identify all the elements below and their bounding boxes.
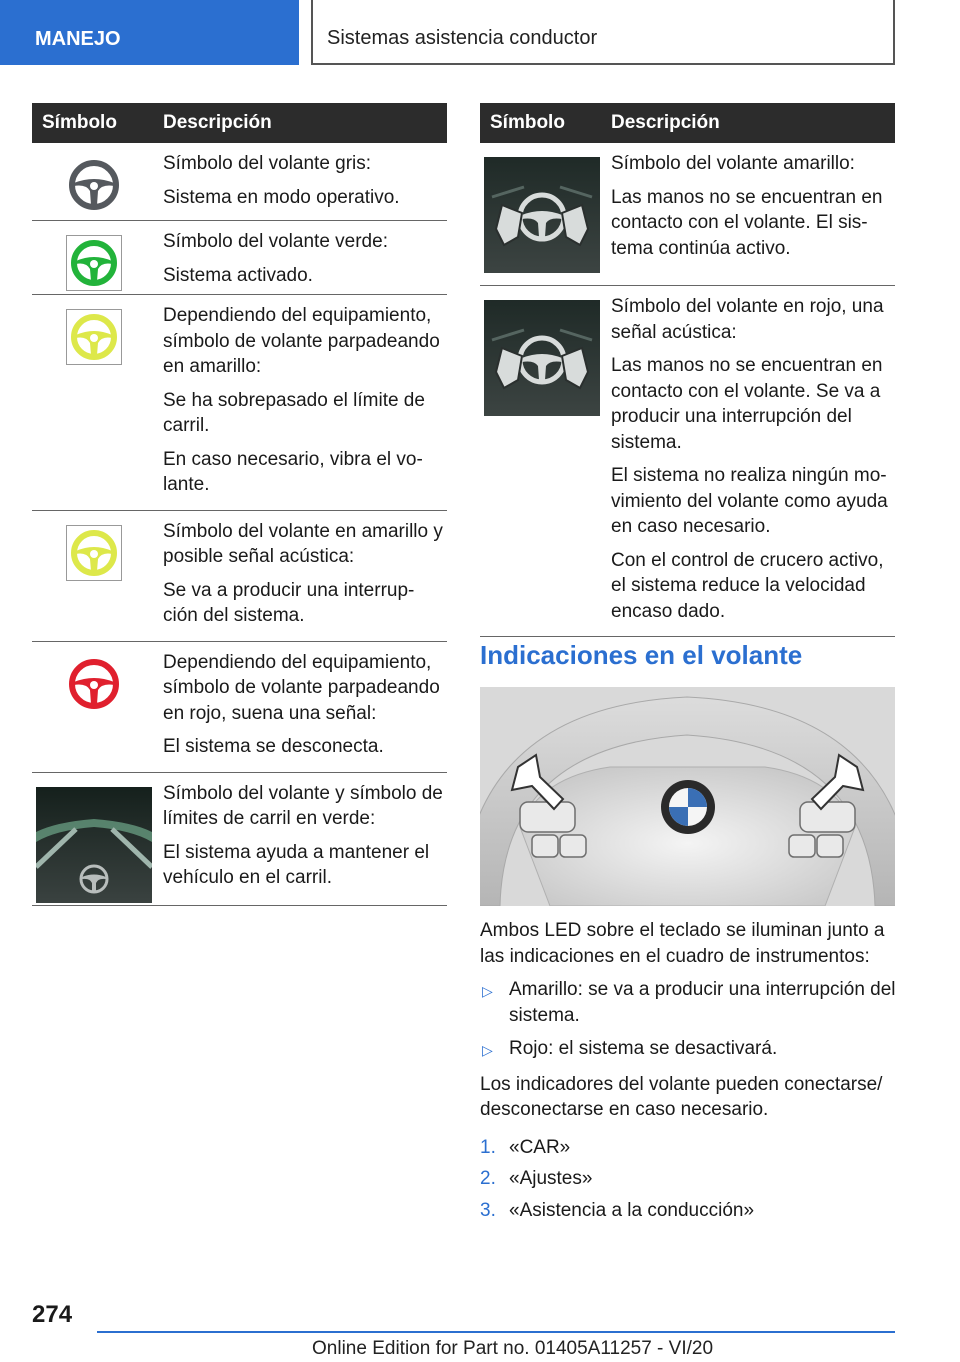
- table-row: [32, 221, 447, 295]
- steering-wheel-yellow-icon: [66, 525, 122, 581]
- symbol-table-left: [32, 103, 447, 906]
- row-text: El sistema ayuda a mantener el vehículo en el carril.: [163, 841, 430, 888]
- edition-note: Online Edition for Part no. 01405A11257 - VI/20: [312, 1338, 714, 1359]
- col-description-header: Descripción: [611, 112, 720, 133]
- steering-wheel-gray-icon: [64, 155, 124, 215]
- symbol-table-right: [480, 103, 895, 637]
- table-row: [480, 143, 895, 286]
- steering-wheel-photo: [480, 687, 895, 906]
- row-text: Sistema activado.: [163, 264, 313, 286]
- led-list: [480, 977, 900, 1062]
- footer-divider: [97, 1331, 895, 1333]
- row-text: Símbolo del volante gris:: [163, 153, 372, 174]
- steering-wheel-green-icon: [66, 235, 122, 291]
- row-text: Se va a producir una interrup- ción del sistema.: [163, 579, 415, 626]
- col-symbol-header: Símbolo: [490, 112, 565, 133]
- row-text: Dependiendo del equipamiento, símbolo de volante parpadeando en amarillo:: [163, 305, 440, 377]
- section-heading: Indicaciones en el volante: [480, 640, 803, 670]
- hands-off-wheel-yellow-icon: [484, 157, 600, 273]
- col-description-header: Descripción: [163, 112, 272, 133]
- triangle-bullet-icon: ▷: [482, 1042, 493, 1058]
- row-text: Símbolo del volante verde:: [163, 231, 388, 252]
- list-item: 3. «Asistencia a la conducción»: [480, 1199, 755, 1221]
- intro-text: Ambos LED sobre el teclado se iluminan junto a las indicaciones en el cuadro de instrumentos:: [480, 920, 885, 967]
- row-text: Sistema en modo operativo.: [163, 186, 400, 208]
- row-text: Símbolo del volante amarillo:: [611, 153, 855, 174]
- list-item: 1. «CAR»: [480, 1136, 571, 1158]
- triangle-bullet-icon: ▷: [482, 983, 493, 999]
- list-item: ▷ Amarillo: se va a producir una interrupción del sistema.: [482, 979, 896, 1026]
- table-row: [32, 773, 447, 906]
- row-text: Símbolo del volante en rojo, una señal acústica:: [611, 296, 884, 343]
- hands-off-wheel-red-icon: [484, 300, 600, 416]
- page-number: 274: [32, 1301, 73, 1328]
- table-row: [32, 143, 447, 221]
- row-text: Símbolo del volante y símbolo de límites de carril en verde:: [163, 782, 443, 829]
- table-header: [32, 103, 447, 143]
- chapter-title: Sistemas asistencia conductor: [311, 0, 895, 65]
- row-text: Con el control de crucero activo, el sistema reduce la velocidad encaso dado.: [611, 549, 884, 622]
- table-row: [480, 286, 895, 637]
- steering-wheel-lane-green-icon: [36, 787, 152, 903]
- table-row: [32, 511, 447, 642]
- steering-wheel-yellow-blinking-icon: [66, 309, 122, 365]
- list-item: ▷ Rojo: el sistema se desactivará.: [480, 1036, 900, 1062]
- row-text: Símbolo del volante en amarillo y posible señal acústica:: [163, 520, 443, 567]
- list-item: 2. «Ajustes»: [480, 1168, 593, 1189]
- col-symbol-header: Símbolo: [42, 112, 117, 133]
- table-row: [32, 295, 447, 511]
- steering-wheel-red-icon: [64, 654, 124, 714]
- table-row: [32, 642, 447, 773]
- row-text: Se ha sobrepasado el límite de carril.: [163, 389, 425, 436]
- row-text: El sistema no realiza ningún mo- vimiento del volante como ayuda en caso necesario.: [611, 465, 888, 537]
- row-text: Las manos no se encuentran en contacto con el volante. Se va a producir una interrupción del sistema.: [611, 355, 883, 453]
- steps-list: [480, 1135, 900, 1224]
- row-text: En caso necesario, vibra el vo- lante.: [163, 448, 423, 495]
- table-header: [480, 103, 895, 143]
- settings-text: Los indicadores del volante pueden conectarse/ desconectarse en caso necesario.: [480, 1073, 883, 1120]
- row-text: El sistema se desconecta.: [163, 736, 384, 757]
- row-text: Las manos no se encuentran en contacto con el volante. El sis- tema continúa activo.: [611, 186, 883, 259]
- row-text: Dependiendo del equipamiento, símbolo de volante parpadeando en rojo, suena una señal:: [163, 651, 440, 724]
- section-tab: MANEJO: [0, 0, 299, 65]
- section-body: [480, 918, 900, 1229]
